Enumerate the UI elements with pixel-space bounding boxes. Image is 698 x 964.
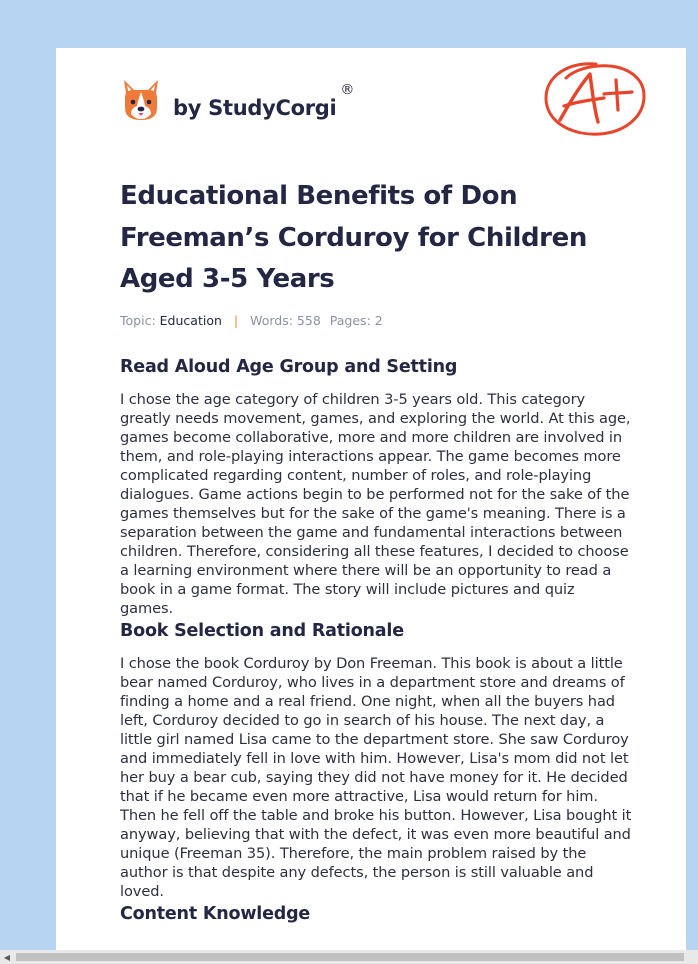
section-heading: Book Selection and Rationale (120, 620, 404, 641)
document-page (56, 48, 686, 950)
article-title: Educational Benefits of Don Freeman’s Corduroy for Children Aged 3-5 Years (120, 181, 587, 294)
word-count: Words: 558 (250, 312, 321, 328)
section-paragraph: I chose the age category of children 3-5 years old. This category greatly needs movement, games, and exploring the world. At this age, games become collaborative, more and more children are involved in them, and role-playing interactions appear. The game becomes more complicated regarding content, number of roles, and role-playing dialogues. Game actions begin to be performed not for the sake of the games themselves but for the sake of the game's meaning. There is a separation between the game and fundamental interactions between children. Therefore, considering all these features, I decided to choose a learning environment where there will be an opportunity to read a book in a game format. The story will include pictures and quiz games. (120, 390, 631, 617)
page-count: Pages: 2 (329, 312, 383, 328)
topic-label: Topic: (120, 312, 156, 328)
article-meta (120, 313, 632, 328)
topic-link[interactable]: Education (159, 312, 222, 328)
grade-a-plus-badge (538, 58, 650, 140)
scroll-left-arrow-icon[interactable]: ◀ (3, 952, 11, 962)
scrollbar-thumb[interactable] (16, 953, 684, 961)
brand-name: by StudyCorgi (173, 96, 337, 120)
section-heading: Read Aloud Age Group and Setting (120, 356, 458, 377)
meta-separator: | (233, 312, 239, 328)
article (120, 176, 632, 925)
horizontal-scrollbar[interactable] (0, 950, 698, 964)
brand-logo[interactable] (121, 76, 354, 124)
section-heading: Content Knowledge (120, 903, 311, 924)
section-paragraph: I chose the book Corduroy by Don Freeman. This book is about a little bear named Corduroy, who lives in a department store and dreams of finding a home and a real friend. One night, when all the buyers had left, Corduroy decided to go in search of his house. The next day, a little girl named Lisa came to the department store. She saw Corduroy and immediately fell in love with him. However, Lisa's mom did not let her buy a bear cub, saying they did not have money for it. He decided that if he became even more attractive, Lisa would return for him. Then he fell off the table and broke his button. However, Lisa bought it anyway, believing that with the defect, it was even more beautiful and unique (Freeman 35). Therefore, the main problem raised by the author is that despite any defects, the person is still valuable and loved. (120, 654, 632, 900)
registered-mark: ® (340, 82, 355, 98)
corgi-logo-icon (121, 78, 161, 122)
